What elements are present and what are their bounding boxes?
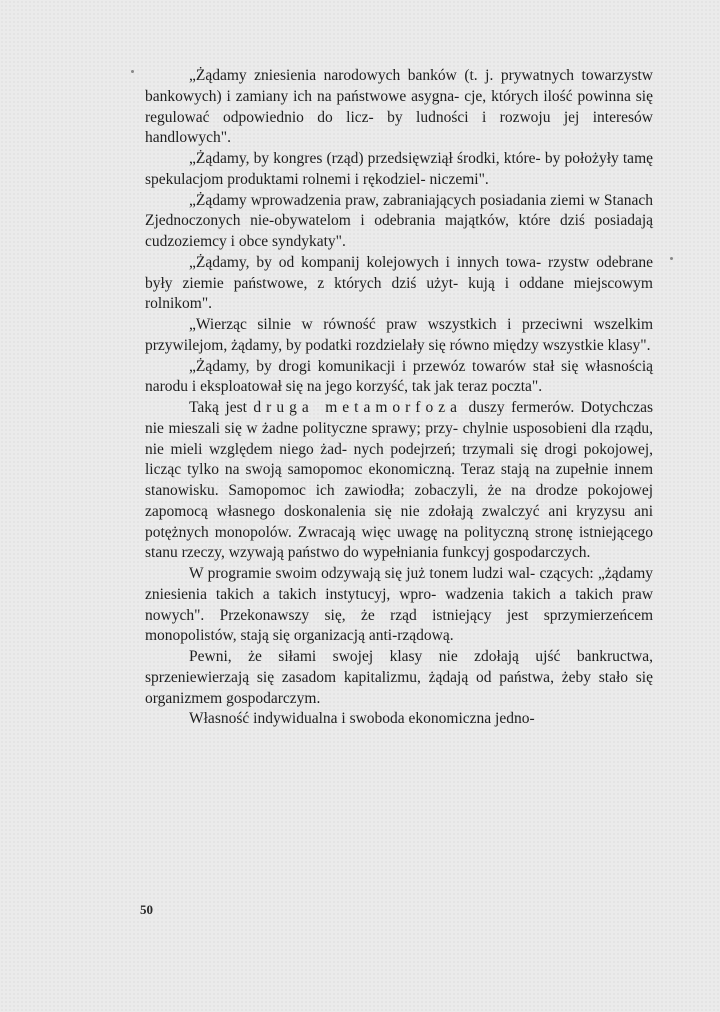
text-line: „Żądamy, by od kompanij kolejowych i innych towa- bbox=[189, 253, 542, 271]
text-line: rząd istniejący jest sprzymierzeńcem monopolistów, stają się bbox=[145, 606, 654, 645]
text-line: sprzeniewierzają się zasadom kapitalizmu, żądają od państwa, bbox=[145, 668, 554, 686]
text-line: cje, których ilość powinna się regulować odpowiednio do licz- bbox=[145, 87, 653, 126]
paragraph-3 bbox=[145, 191, 653, 253]
text-line: W programie swoim odzywają się już tonem ludzi wal- bbox=[189, 565, 536, 582]
text-line: jak teraz poczta". bbox=[434, 378, 543, 396]
text-line: wzywają państwo do wypełniania funkcyj gospodarczych. bbox=[228, 544, 591, 562]
text-line: Własność indywidualna i swoboda ekonomiczna jedno- bbox=[189, 710, 535, 728]
text-line: majątków, które dziś posiadają cudzoziemcy i obce syndykaty". bbox=[145, 212, 654, 250]
text-line: więc uwagę na polityczną stronę istniejącego stanu rzeczy, bbox=[145, 523, 653, 562]
text-line-trail: duszy fermerów. bbox=[468, 399, 575, 416]
text-line: żeby stało się organizmem gospodarczym. bbox=[145, 668, 653, 707]
text-line: czących: „żądamy zniesienia takich a takich instytucyj, wpro- bbox=[145, 565, 654, 603]
text-line: wszelkim przywilejom, żądamy, by podatki rozdzielały się bbox=[145, 316, 654, 354]
text-line: by położyły tamę spekulacjom produktami rolnemi i rękodziel- bbox=[145, 150, 653, 188]
text-line-lead: Taką jest bbox=[189, 399, 247, 416]
text-line: rzystw odebrane były ziemie państwowe, z których dziś użyt- bbox=[145, 253, 654, 292]
text-line: zwalczyć ani kryzysu ani potężnych monopolów. Zwracają bbox=[145, 502, 654, 541]
paragraph-4 bbox=[145, 253, 653, 315]
text-line: chylnie usposobieni dla rządu, nie mieli względem niego żad- bbox=[145, 419, 654, 458]
text-line: niczemi". bbox=[429, 170, 489, 188]
spaced-emphasis: druga metamorfoza bbox=[253, 399, 462, 416]
text-line: ziemi w Stanach Zjednoczonych nie-obywatelom i odebrania bbox=[145, 191, 653, 230]
text-line: „Żądamy wprowadzenia praw, zabraniających posiadania bbox=[189, 191, 547, 209]
text-line: organizacją anti-rządową. bbox=[293, 627, 454, 645]
text-line: swoją samopomoc ekonomiczną. Teraz stają na zupełnie innem bbox=[245, 461, 653, 479]
text-line: kują i oddane miejscowym rolnikom". bbox=[145, 274, 653, 313]
paragraph-9 bbox=[145, 647, 653, 709]
text-line: „Żądamy zniesienia narodowych banków (t. j. prywatnych bbox=[189, 67, 575, 84]
paragraph-5 bbox=[145, 315, 653, 357]
paragraph-1 bbox=[145, 66, 653, 149]
text-line: się własnością narodu i eksploatował się na jego korzyść, tak bbox=[145, 357, 653, 396]
text-line: nych podejrzeń; trzymali się drogi pokojowej, licząc tylko na bbox=[145, 440, 654, 479]
text-line: wadzenia takich a takich praw nowych". Przekonawszy się, że bbox=[145, 585, 654, 624]
text-line: Pewni, że siłami swojej klasy nie zdołają ujść bankructwa, bbox=[189, 648, 653, 665]
ink-speck bbox=[670, 257, 673, 260]
paragraph-8 bbox=[145, 564, 653, 647]
text-line: Dotychczas nie mieszali się w żadne polityczne sprawy; przy- bbox=[145, 399, 654, 437]
text-line: „Wierząc silnie w równość praw wszystkich i przeciwni bbox=[189, 316, 584, 333]
page-text bbox=[145, 66, 653, 730]
paragraph-2 bbox=[145, 149, 653, 191]
text-line: towarzystw bankowych) i zamiany ich na państwowe asygna- bbox=[145, 67, 653, 105]
text-line: by ludności i rozwoju jej interesów handlowych". bbox=[145, 108, 653, 147]
paragraph-6 bbox=[145, 357, 653, 399]
paragraph-10 bbox=[145, 709, 653, 730]
ink-speck bbox=[131, 70, 134, 73]
page-number: 50 bbox=[140, 902, 153, 917]
text-line: równo między wszystkie klasy". bbox=[449, 336, 651, 354]
paragraph-7 bbox=[145, 398, 653, 564]
text-line: „Żądamy, by drogi komunikacji i przewóz towarów stał bbox=[189, 357, 555, 375]
text-line: pokojowej zapomocą własnego doskonalenia się nie zdołają bbox=[145, 482, 654, 520]
text-line: stanowisku. Samopomoc ich zawiodła; zobaczyli, że na drodze bbox=[145, 482, 578, 499]
text-line: „Żądamy, by kongres (rząd) przedsięwziął środki, które- bbox=[189, 150, 541, 167]
